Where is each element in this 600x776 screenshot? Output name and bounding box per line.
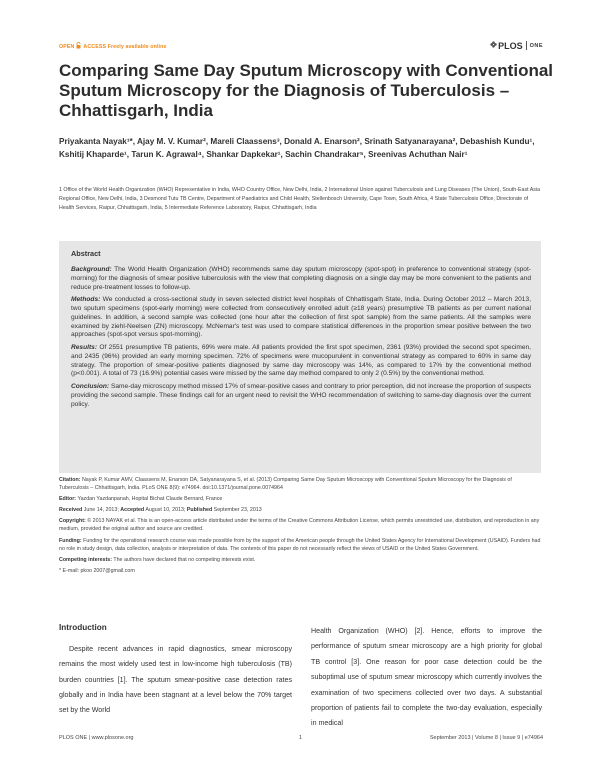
results-text: Of 2551 presumptive TB patients, 69% were male. All patients provided the first spot specimen, 2361 (93%) provided the second spot specimen, and 2435 (96%) provided an early morning specimen. 72% of specimens were mucopurulent in conventional strategy as compared to 60% in same day strategy. The proportion of smear-positive patients diagnosed by same day microscopy was 14%, as compared to 17% by the conventional method (p<0.001). A total of 73 (16.9%) potential cases were missed by the same day method compared to only 2 (0.5%) by the conventional method. — [71, 344, 531, 378]
published-label: Published — [186, 507, 213, 514]
intro-left-column: Despite recent advances in rapid diagnostics, smear microscopy remains the most widely used test in low-income high tuberculosis (TB) burden countries [1]. The sputum smear-positive case detection rates globally and in India have been stagnant at a level below the 70% target set by the World — [59, 645, 292, 715]
one-logo-text: ONE — [529, 42, 543, 49]
intro-right-column: Health Organization (WHO) [2]. Hence, efforts to improve the performance of sputum smear microscopy are a high priority for global TB control [3]. One reason for poor case detection could be the suboptimal use of sputum smear microscopy which currently involves the examination of two specimens collected over two days. A substantial proportion of patients fail to complete the two-day evaluation, especially in medical — [311, 627, 542, 728]
received-label: Received — [59, 507, 83, 514]
abstract-methods — [71, 296, 531, 340]
conclusion-label: Conclusion: — [71, 383, 110, 390]
footer-issue: September 2013 | Volume 8 | Issue 9 | e74964 — [429, 735, 543, 741]
funding — [59, 537, 541, 553]
article-metadata — [59, 476, 541, 578]
copyright-text: © 2013 NAYAK et al. This is an open-access article distributed under the terms of the Creative Commons Attribution License, which permits unrestricted use, distribution, and reproduction in any medium, provided the original author and source are credited. — [59, 518, 540, 533]
open-lock-icon — [76, 42, 81, 51]
citation — [59, 476, 541, 492]
plos-logo-text: PLOS — [498, 40, 523, 51]
received-date: June 14, 2013; — [83, 507, 119, 514]
logo-divider — [526, 41, 527, 50]
footer-journal: PLOS ONE | www.plosone.org — [59, 735, 134, 741]
editor-label: Editor: — [59, 496, 77, 503]
accepted-date: August 10, 2013; — [145, 507, 186, 514]
results-label: Results: — [71, 344, 98, 351]
introduction-heading: Introduction — [59, 623, 107, 632]
accepted-label: Accepted — [120, 507, 145, 514]
methods-label: Methods: — [71, 296, 101, 304]
published-date: September 23, 2013 — [213, 507, 262, 514]
background-text: The World Health Organization (WHO) recommends same day sputum microscopy (spot-spot) in preference to conventional strategy (spot-morning) for the diagnosis of smear positive tuberculosis with the view that completing diagnosis on a single day may be more convenient to the patients and reduce pre-treatment losses to follow-up. — [71, 266, 531, 291]
open-access-badge — [59, 42, 167, 51]
abstract-results — [71, 344, 531, 379]
citation-text: Nayak P, Kumar AMV, Claassens M, Enarson DA, Satyanarayana S, et al. (2013) Comparing Same Day Sputum Microscopy with Conventional Sputum Microscopy for the Diagnosis of Tuberculosis – Chhattisgarh, India. PLoS ONE 8(9): e74964. doi:10.1371/journal.pone.0074964 — [59, 477, 512, 492]
corresponding-email: * E-mail: pkoo 2007@gmail.com — [59, 567, 135, 574]
open-access-label: OPEN — [59, 43, 75, 50]
article-title: Comparing Same Day Sputum Microscopy with Conventional Sputum Microscopy for the Diagnosis of Tuberculosis – Chhattisgarh, India — [59, 61, 554, 120]
affiliations: 1 Office of the World Health Organization (WHO) Representative in India, WHO Country Office, New Delhi, India, 2 International Union against Tuberculosis and Lung Diseases (The Union), South-East Asia Regional Office, New Delhi, India, 3 Desmond Tutu TB Centre, Department of Paediatrics and Child Health, Stellenbosch University, Cape Town, South Africa, 4 State Tuberculosis Office, Directorate of Health Services, Raipur, Chhattisgarh, India, 5 Intermediate Reference Laboratory, Raipur, Chhattisgarh, India — [59, 187, 541, 212]
page-header — [59, 40, 543, 54]
footer-page-number: 1 — [299, 735, 303, 741]
editor — [59, 495, 541, 503]
methods-text: We conducted a cross-sectional study in seven selected district level hospitals of Chhattisgarh State, India. During October 2012 – March 2013, two sputum specimens (spot-early morning) were collected from consecutively enrolled adult (≥18 years) presumptive TB patients as per current national guidelines. In addition, a second sample was collected (one hour after the collection of first spot sample) from the same patients. All the samples were examined by ziehl-Neelsen (ZN) microscopy. McNemar's test was used to compare statistical differences in the proportion smear positive between the two approaches (spot-spot versus spot-morning). — [71, 296, 531, 339]
copyright — [59, 517, 541, 533]
plos-flower-icon — [489, 40, 498, 51]
background-label: Background: — [71, 266, 112, 273]
competing-label: Competing interests: — [59, 556, 112, 563]
abstract-conclusion — [71, 383, 531, 409]
plos-one-logo — [489, 40, 543, 51]
open-access-text: ACCESS Freely available online — [83, 43, 167, 50]
funding-label: Funding: — [59, 537, 82, 544]
editor-text: Yazdan Yazdanpanah, Hopital Bichat Claude Bernard, France — [77, 496, 223, 503]
abstract-background — [71, 266, 531, 292]
competing-text: The authors have declared that no competing interests exist. — [113, 556, 256, 563]
funding-text: Funding for the operational research course was made possible from by the support of the American people through the United States Agency for International Development (USAID). Funders had no role in study design, data collection, analysis or interpretation of data. The contents of this paper do not necessarily reflect the views of USAID or the United States Government. — [59, 537, 541, 552]
conclusion-text: Same-day microscopy method missed 17% of smear-positive cases and contrary to prior perception, did not increase the proportion of suspects providing the second sample. These findings call for an urgent need to revisit the WHO recommendation of switching to same-day diagnosis over the current policy. — [71, 383, 531, 408]
citation-label: Citation: — [59, 477, 81, 483]
copyright-label: Copyright: — [59, 518, 86, 525]
abstract-heading: Abstract — [71, 249, 101, 258]
author-list: Priyakanta Nayak¹*, Ajay M. V. Kumar², Mareli Claassens³, Donald A. Enarson², Srinath Satyanarayana², Debashish Kundu¹, Kshitij Khaparde¹, Tarun K. Agrawal⁴, Shankar Dapkekar¹, Sachin Chandrakar⁵, Sreenivas Achuthan Nair¹ — [59, 137, 535, 159]
abstract-box — [59, 241, 541, 473]
competing-interests — [59, 556, 541, 564]
dates — [59, 506, 541, 514]
